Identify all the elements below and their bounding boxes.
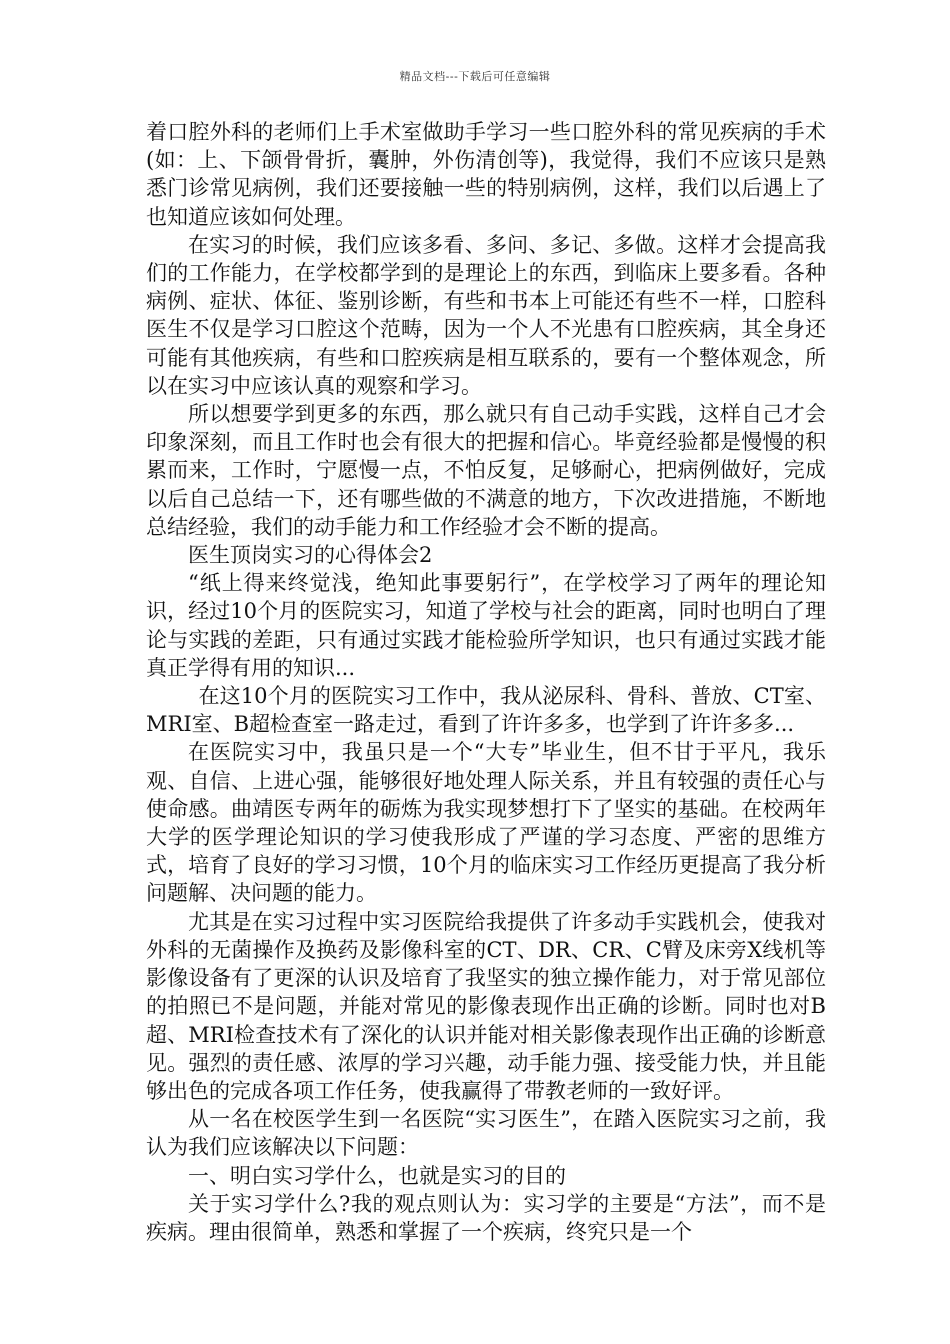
paragraph: 在这10个月的医院实习工作中，我从泌尿科、骨科、普放、CT室、MRI室、B超检查室一路走过，看到了许许多多，也学到了许许多多... (146, 684, 826, 737)
page-header: 精品文档---下载后可任意编辑 (399, 70, 551, 83)
paragraph: 从一名在校医学生到一名医院“实习医生”，在踏入医院实习之前，我认为我们应该解决以下问题： (146, 1107, 826, 1160)
paragraph: 在实习的时候，我们应该多看、多问、多记、多做。这样才会提高我们的工作能力，在学校都学到的是理论上的东西，到临床上要多看。各种病例、症状、体征、鉴别诊断，有些和书本上可能还有些不一样，口腔科医生不仅是学习口腔这个范畴，因为一个人不光患有口腔疾病，其全身还可能有其他疾病，有些和口腔疾病是相互联系的，要有一个整体观念，所以在实习中应该认真的观察和学习。 (146, 232, 826, 398)
section-heading: 一、明白实习学什么，也就是实习的目的 (188, 1163, 566, 1188)
paragraph: “纸上得来终觉浅，绝知此事要躬行”，在学校学习了两年的理论知识，经过10个月的医院实习，知道了学校与社会的距离，同时也明白了理论与实践的差距，只有通过实践才能检验所学知识，也只有通过实践才能真正学得有用的知识... (146, 571, 826, 680)
paragraph: 尤其是在实习过程中实习医院给我提供了许多动手实践机会，使我对外科的无菌操作及换药及影像科室的CT、DR、CR、C臂及床旁X线机等影像设备有了更深的认识及培育了我坚实的独立操作能力，对于常见部位的拍照已不是问题，并能对常见的影像表现作出正确的诊断。同时也对B超、MRI检查技术有了深化的认识并能对相关影像表现作出正确的诊断意见。强烈的责任感、浓厚的学习兴趣，动手能力强、接受能力快，并且能够出色的完成各项工作任务，使我赢得了带教老师的一致好评。 (146, 909, 826, 1103)
paragraph: 在医院实习中，我虽只是一个“大专”毕业生，但不甘于平凡，我乐观、自信、上进心强，能够很好地处理人际关系，并且有较强的责任心与使命感。曲靖医专两年的砺炼为我实现梦想打下了坚实的基础。在校两年大学的医学理论知识的学习使我形成了严谨的学习态度、严密的思维方式，培育了良好的学习习惯，10个月的临床实习工作经历更提高了我分析问题解、决问题的能力。 (146, 740, 826, 906)
document-body (146, 118, 826, 1246)
paragraph: 着口腔外科的老师们上手术室做助手学习一些口腔外科的常见疾病的手术(如：上、下颌骨骨折，囊肿，外伤清创等)，我觉得，我们不应该只是熟悉门诊常见病例，我们还要接触一些的特别病例，这样，我们以后遇上了也知道应该如何处理。 (146, 120, 826, 229)
section-title: 医生顶岗实习的心得体会2 (188, 543, 433, 568)
paragraph: 所以想要学到更多的东西，那么就只有自己动手实践，这样自己才会印象深刻，而且工作时也会有很大的把握和信心。毕竟经验都是慢慢的积累而来，工作时，宁愿慢一点，不怕反复，足够耐心，把病例做好，完成以后自己总结一下，还有哪些做的不满意的地方，下次改进措施，不断地总结经验，我们的动手能力和工作经验才会不断的提高。 (146, 402, 826, 539)
paragraph: 关于实习学什么?我的观点则认为：实习学的主要是“方法”，而不是疾病。理由很简单，熟悉和掌握了一个疾病，终究只是一个 (146, 1191, 826, 1244)
